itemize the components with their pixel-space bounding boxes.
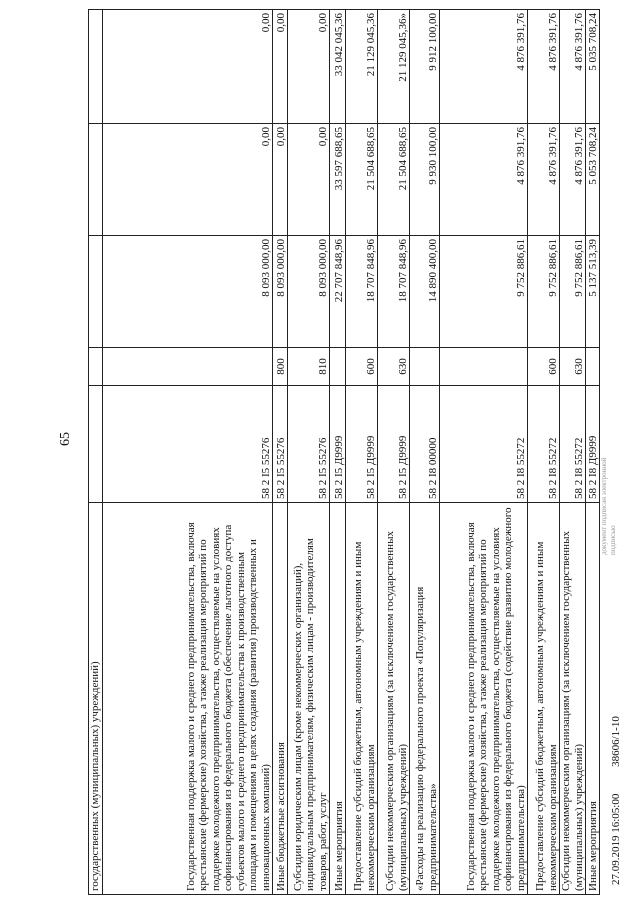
row-expense-type: 800 bbox=[273, 348, 288, 386]
table-row bbox=[89, 10, 103, 895]
row-amount-2022: 5 035 708,24 bbox=[586, 10, 600, 124]
table-row bbox=[440, 10, 528, 895]
row-code: 58 2 I5 55276 bbox=[103, 386, 273, 503]
row-amount-2022: 9 912 100,00 bbox=[410, 10, 440, 124]
table-row bbox=[273, 10, 288, 895]
row-amount-2021: 21 504 688,65 bbox=[378, 124, 410, 236]
row-name: Субсидии некоммерческим организациям (за исключением государственных (муниципальных) учреждений) bbox=[378, 503, 410, 895]
row-code bbox=[89, 386, 103, 503]
row-code: 58 2 I8 55272 bbox=[528, 386, 560, 503]
budget-table-wrapper bbox=[88, 10, 600, 895]
row-code: 58 2 I5 Д9999 bbox=[346, 386, 378, 503]
table-row bbox=[288, 10, 330, 895]
row-amount-2021: 21 504 688,65 bbox=[346, 124, 378, 236]
row-name: Государственная поддержка малого и среднего предпринимательства, включая крестьянские (фермерские) хозяйства, а также реализация мероприятий по поддержке молодежного предпринимательства, осуществляемые на условиях софинансирования из федерального бюджета (содействие развитию молодежного предпринимательства) bbox=[440, 503, 528, 895]
row-amount-2022: 0,00 bbox=[288, 10, 330, 124]
electronic-signature-stamp bbox=[600, 458, 618, 555]
table-row bbox=[560, 10, 586, 895]
row-code: 58 2 I5 Д9999 bbox=[378, 386, 410, 503]
row-code: 58 2 I5 Д9999 bbox=[330, 386, 346, 503]
row-name: «Расходы на реализацию федерального проекта «Популяризация предпринимательства» bbox=[410, 503, 440, 895]
row-amount-2020: 9 752 886,61 bbox=[560, 236, 586, 348]
table-row bbox=[346, 10, 378, 895]
row-code: 58 2 I8 55272 bbox=[560, 386, 586, 503]
row-amount-2020 bbox=[89, 236, 103, 348]
row-amount-2022: 33 042 045,36 bbox=[330, 10, 346, 124]
footer bbox=[610, 692, 622, 885]
row-amount-2020: 22 707 848,96 bbox=[330, 236, 346, 348]
row-name: Предоставление субсидий бюджетным, автономным учреждениям и иным некоммерческим организациям bbox=[528, 503, 560, 895]
row-amount-2020: 18 707 848,96 bbox=[346, 236, 378, 348]
row-expense-type bbox=[330, 348, 346, 386]
stamp-line: документ подписан электронной bbox=[600, 457, 608, 555]
row-code: 58 2 I8 Д9999 bbox=[586, 386, 600, 503]
row-name: Государственная поддержка малого и среднего предпринимательства, включая крестьянские (фермерские) хозяйства, а также реализация мероприятий по поддержке молодежного предпринимательства, осуществляемые на условиях софинансирования из федерального бюджета (обеспечение льготного доступа субъектов малого и среднего предпринимательства к производственным площадям и помещениям в целях создания (развития) производственных и инновационных компаний) bbox=[103, 503, 273, 895]
row-name: государственных (муниципальных) учреждений) bbox=[89, 503, 103, 895]
table-row bbox=[528, 10, 560, 895]
row-expense-type: 600 bbox=[346, 348, 378, 386]
table-row bbox=[103, 10, 273, 895]
row-amount-2021: 0,00 bbox=[288, 124, 330, 236]
row-amount-2020: 18 707 848,96 bbox=[378, 236, 410, 348]
row-amount-2021: 0,00 bbox=[103, 124, 273, 236]
row-name: Иные мероприятия bbox=[586, 503, 600, 895]
row-amount-2022: 21 129 045,36» bbox=[378, 10, 410, 124]
row-amount-2020: 8 093 000,00 bbox=[288, 236, 330, 348]
row-expense-type bbox=[440, 348, 528, 386]
row-name: Субсидии некоммерческим организациям (за исключением государственных (муниципальных) учреждений) bbox=[560, 503, 586, 895]
row-code: 58 2 I8 00000 bbox=[410, 386, 440, 503]
table-row bbox=[410, 10, 440, 895]
table-row bbox=[330, 10, 346, 895]
row-amount-2021: 9 930 100,00 bbox=[410, 124, 440, 236]
row-amount-2021: 33 597 688,65 bbox=[330, 124, 346, 236]
row-amount-2022: 21 129 045,36 bbox=[346, 10, 378, 124]
row-name: Иные мероприятия bbox=[330, 503, 346, 895]
row-expense-type bbox=[586, 348, 600, 386]
row-amount-2021: 4 876 391,76 bbox=[440, 124, 528, 236]
stamp-line: подписью bbox=[609, 525, 617, 555]
row-amount-2022: 4 876 391,76 bbox=[560, 10, 586, 124]
row-expense-type: 630 bbox=[378, 348, 410, 386]
row-name: Предоставление субсидий бюджетным, автономным учреждениям и иным некоммерческим организациям bbox=[346, 503, 378, 895]
budget-table bbox=[88, 9, 600, 895]
row-expense-type bbox=[103, 348, 273, 386]
row-amount-2022 bbox=[89, 10, 103, 124]
row-amount-2020: 14 890 400,00 bbox=[410, 236, 440, 348]
row-amount-2021 bbox=[89, 124, 103, 236]
row-amount-2021: 5 053 708,24 bbox=[586, 124, 600, 236]
row-name: Субсидии юридическим лицам (кроме некоммерческих организаций), индивидуальным предпринимателям, физическим лицам - производителям товаров, работ, услуг bbox=[288, 503, 330, 895]
row-expense-type: 810 bbox=[288, 348, 330, 386]
footer-doc-id: 38606/1-10 bbox=[610, 716, 622, 767]
row-amount-2022: 4 876 391,76 bbox=[440, 10, 528, 124]
table-row bbox=[378, 10, 410, 895]
row-code: 58 2 I5 55276 bbox=[288, 386, 330, 503]
row-expense-type: 630 bbox=[560, 348, 586, 386]
row-amount-2021: 4 876 391,76 bbox=[528, 124, 560, 236]
table-row bbox=[586, 10, 600, 895]
row-expense-type bbox=[410, 348, 440, 386]
row-amount-2021: 4 876 391,76 bbox=[560, 124, 586, 236]
row-expense-type bbox=[89, 348, 103, 386]
row-amount-2022: 0,00 bbox=[103, 10, 273, 124]
page-number: 65 bbox=[58, 432, 73, 446]
row-name: Иные бюджетные ассигнования bbox=[273, 503, 288, 895]
row-amount-2022: 0,00 bbox=[273, 10, 288, 124]
row-code: 58 2 I5 55276 bbox=[273, 386, 288, 503]
row-amount-2020: 9 752 886,61 bbox=[440, 236, 528, 348]
row-amount-2020: 8 093 000,00 bbox=[273, 236, 288, 348]
row-amount-2020: 9 752 886,61 bbox=[528, 236, 560, 348]
row-amount-2020: 8 093 000,00 bbox=[103, 236, 273, 348]
row-amount-2021: 0,00 bbox=[273, 124, 288, 236]
row-expense-type: 600 bbox=[528, 348, 560, 386]
row-amount-2022: 4 876 391,76 bbox=[528, 10, 560, 124]
footer-timestamp: 27.09.2019 16:05:00 bbox=[610, 793, 622, 885]
row-amount-2020: 5 137 513,39 bbox=[586, 236, 600, 348]
row-code: 58 2 I8 55272 bbox=[440, 386, 528, 503]
